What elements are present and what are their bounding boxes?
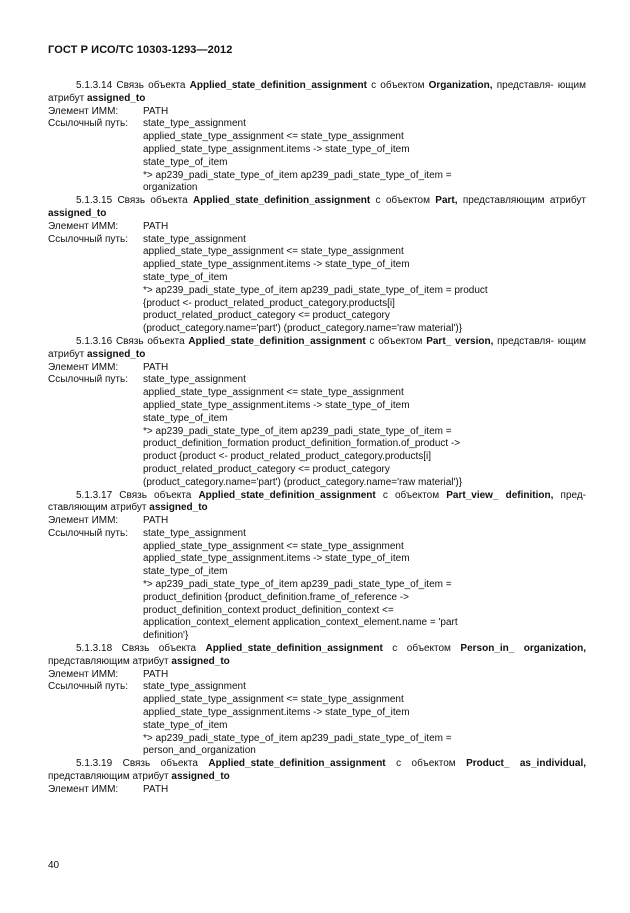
reference-path-line: (product_category.name='part') (product_category.name='raw material')} bbox=[143, 476, 463, 488]
reference-path-line: product_related_product_category <= product_category bbox=[143, 310, 390, 322]
heading-text: атрибут bbox=[549, 195, 586, 207]
reference-path-lines bbox=[143, 528, 458, 643]
reference-path-lines bbox=[143, 118, 452, 195]
reference-path-lines bbox=[143, 234, 488, 336]
reference-path-row bbox=[48, 118, 586, 195]
element-value: PATH bbox=[143, 515, 169, 527]
attribute-name: assigned_to bbox=[86, 92, 146, 104]
element-label: Элемент ИММ: bbox=[48, 105, 119, 117]
reference-path-label: Ссылочный путь: bbox=[48, 374, 128, 386]
heading-text: Связь объекта bbox=[117, 195, 188, 207]
reference-path-line: state_type_assignment bbox=[143, 527, 246, 539]
heading-text: представляющим атрибут bbox=[48, 771, 169, 783]
heading-text: с объектом bbox=[371, 80, 425, 91]
heading-text: Связь объекта bbox=[121, 643, 197, 655]
element-row bbox=[48, 362, 586, 375]
reference-path-line: state_type_of_item bbox=[143, 566, 228, 578]
reference-path-line: applied_state_type_assignment <= state_type_assignment bbox=[143, 694, 404, 706]
reference-path-line: product_definition {product_definition.frame_of_reference -> bbox=[143, 591, 410, 603]
section-number: 5.1.3.17 bbox=[76, 489, 113, 501]
target-entity: Person_in_ organization, bbox=[460, 643, 587, 655]
reference-path-line: *> ap239_padi_state_type_of_item ap239_padi_state_type_of_item = product bbox=[143, 284, 488, 296]
element-row bbox=[48, 515, 586, 528]
reference-path-line: state_type_assignment bbox=[143, 118, 246, 130]
heading-text: Связь объекта bbox=[116, 80, 186, 91]
section-number: 5.1.3.16 bbox=[76, 335, 113, 347]
entity-name: Applied_state_definition_assignment bbox=[189, 80, 367, 91]
heading-text: с объектом bbox=[369, 335, 423, 347]
entity-name: Applied_state_definition_assignment bbox=[205, 643, 383, 655]
reference-path-label: Ссылочный путь: bbox=[48, 118, 128, 130]
element-label: Элемент ИММ: bbox=[48, 515, 119, 527]
reference-path-line: applied_state_type_assignment.items -> state_type_of_item bbox=[143, 143, 410, 155]
heading-text: с объектом bbox=[375, 195, 430, 207]
heading-text: Связь объекта bbox=[119, 489, 192, 501]
reference-path-line: applied_state_type_assignment <= state_type_assignment bbox=[143, 131, 404, 143]
reference-path-line: applied_state_type_assignment <= state_type_assignment bbox=[143, 246, 404, 258]
reference-path-line: applied_state_type_assignment.items -> state_type_of_item bbox=[143, 259, 410, 271]
heading-text: представляющим bbox=[462, 195, 545, 207]
reference-path-line: state_type_assignment bbox=[143, 681, 246, 693]
reference-path-row bbox=[48, 374, 586, 489]
reference-path-line: product_definition_context product_definition_context <= bbox=[143, 604, 394, 616]
entity-name: Applied_state_definition_assignment bbox=[208, 758, 386, 770]
section-heading bbox=[48, 336, 586, 362]
reference-path-line: state_type_of_item bbox=[143, 271, 228, 283]
element-row bbox=[48, 221, 586, 234]
element-row bbox=[48, 784, 586, 797]
reference-path-lines bbox=[143, 374, 462, 489]
section-heading bbox=[48, 490, 586, 516]
section-5-1-3-16 bbox=[48, 336, 586, 490]
reference-path-label: Ссылочный путь: bbox=[48, 233, 128, 245]
heading-text: Связь объекта bbox=[115, 335, 185, 347]
attribute-name: assigned_to bbox=[171, 655, 230, 667]
reference-path-line: product_definition_formation product_definition_formation.of_product -> bbox=[143, 438, 461, 450]
heading-text: представля- bbox=[497, 335, 554, 347]
reference-path-row bbox=[48, 681, 586, 758]
reference-path-line: state_type_assignment bbox=[143, 233, 246, 245]
section-number: 5.1.3.15 bbox=[76, 195, 113, 207]
reference-path-line: *> ap239_padi_state_type_of_item ap239_padi_state_type_of_item = bbox=[143, 732, 452, 744]
heading-text: представля- bbox=[496, 80, 554, 91]
section-5-1-3-17 bbox=[48, 490, 586, 644]
reference-path-line: applied_state_type_assignment.items -> state_type_of_item bbox=[143, 553, 410, 565]
reference-path-line: definition'} bbox=[143, 630, 189, 642]
section-5-1-3-15 bbox=[48, 195, 586, 336]
element-value: PATH bbox=[143, 220, 169, 232]
heading-text: с объектом bbox=[382, 489, 440, 501]
element-label: Элемент ИММ: bbox=[48, 220, 119, 232]
section-5-1-3-18 bbox=[48, 643, 586, 758]
element-row bbox=[48, 106, 586, 119]
section-number: 5.1.3.18 bbox=[76, 643, 113, 655]
reference-path-line: applied_state_type_assignment.items -> state_type_of_item bbox=[143, 707, 410, 719]
reference-path-line: applied_state_type_assignment <= state_type_assignment bbox=[143, 387, 404, 399]
reference-path-line: applied_state_type_assignment.items -> state_type_of_item bbox=[143, 399, 410, 411]
reference-path-line: product_related_product_category <= product_category bbox=[143, 463, 390, 475]
heading-text: ющим атрибут bbox=[48, 335, 586, 360]
section-5-1-3-19 bbox=[48, 758, 586, 796]
reference-path-line: application_context_element application_context_element.name = 'part bbox=[143, 617, 458, 629]
reference-path-line: person_and_organization bbox=[143, 745, 256, 757]
target-entity: Organization, bbox=[428, 80, 493, 91]
section-heading bbox=[48, 643, 586, 669]
reference-path-line: product {product <- product_related_product_category.products[i] bbox=[143, 451, 432, 463]
reference-path-line: state_type_of_item bbox=[143, 719, 228, 731]
entity-name: Applied_state_definition_assignment bbox=[192, 195, 371, 207]
reference-path-line: organization bbox=[143, 182, 198, 194]
heading-text: с объектом bbox=[396, 758, 456, 770]
reference-path-line: (product_category.name='part') (product_category.name='raw material')} bbox=[143, 323, 463, 335]
reference-path-row bbox=[48, 528, 586, 643]
heading-text: ющим атрибут bbox=[48, 80, 586, 104]
attribute-name: assigned_to bbox=[171, 771, 230, 783]
reference-path-line: *> ap239_padi_state_type_of_item ap239_padi_state_type_of_item = bbox=[143, 579, 452, 591]
element-value: PATH bbox=[143, 105, 169, 117]
target-entity: Part_view_ definition, bbox=[446, 489, 554, 501]
entity-name: Applied_state_definition_assignment bbox=[198, 489, 376, 501]
reference-path-line: state_type_of_item bbox=[143, 412, 228, 424]
heading-text: представляющим атрибут bbox=[48, 655, 169, 667]
reference-path-label: Ссылочный путь: bbox=[48, 527, 128, 539]
page-number: 40 bbox=[48, 860, 60, 871]
attribute-name: assigned_to bbox=[86, 348, 146, 360]
element-label: Элемент ИММ: bbox=[48, 668, 119, 680]
reference-path-row bbox=[48, 234, 586, 336]
section-number: 5.1.3.19 bbox=[76, 758, 113, 770]
reference-path-line: state_type_assignment bbox=[143, 374, 246, 386]
document-header: ГОСТ Р ИСО/ТС 10303-1293—2012 bbox=[48, 44, 233, 56]
reference-path-line: applied_state_type_assignment <= state_type_assignment bbox=[143, 540, 404, 552]
section-heading bbox=[48, 195, 586, 221]
attribute-name: assigned_to bbox=[48, 207, 107, 219]
target-entity: Part_ version, bbox=[426, 335, 494, 347]
element-row bbox=[48, 669, 586, 682]
element-label: Элемент ИММ: bbox=[48, 361, 119, 373]
entity-name: Applied_state_definition_assignment bbox=[188, 335, 366, 347]
heading-text: Связь объекта bbox=[122, 758, 198, 770]
element-value: PATH bbox=[143, 361, 169, 373]
reference-path-label: Ссылочный путь: bbox=[48, 681, 128, 693]
sections-container bbox=[48, 80, 586, 797]
section-number: 5.1.3.14 bbox=[76, 80, 113, 91]
section-heading bbox=[48, 80, 586, 106]
heading-text: пред- bbox=[560, 489, 587, 501]
element-value: PATH bbox=[143, 783, 169, 795]
reference-path-line: state_type_of_item bbox=[143, 156, 228, 168]
reference-path-line: *> ap239_padi_state_type_of_item ap239_padi_state_type_of_item = bbox=[143, 169, 452, 181]
section-5-1-3-14 bbox=[48, 80, 586, 195]
reference-path-line: *> ap239_padi_state_type_of_item ap239_padi_state_type_of_item = bbox=[143, 425, 452, 437]
target-entity: Product_ as_individual, bbox=[466, 758, 587, 770]
attribute-name: assigned_to bbox=[149, 502, 208, 514]
heading-text: ставляющим атрибут bbox=[48, 502, 147, 514]
section-heading bbox=[48, 758, 586, 784]
reference-path-line: {product <- product_related_product_category.products[i] bbox=[143, 297, 395, 309]
target-entity: Part, bbox=[435, 195, 458, 207]
element-value: PATH bbox=[143, 668, 169, 680]
element-label: Элемент ИММ: bbox=[48, 783, 119, 795]
heading-text: с объектом bbox=[392, 643, 451, 655]
reference-path-lines bbox=[143, 681, 452, 758]
